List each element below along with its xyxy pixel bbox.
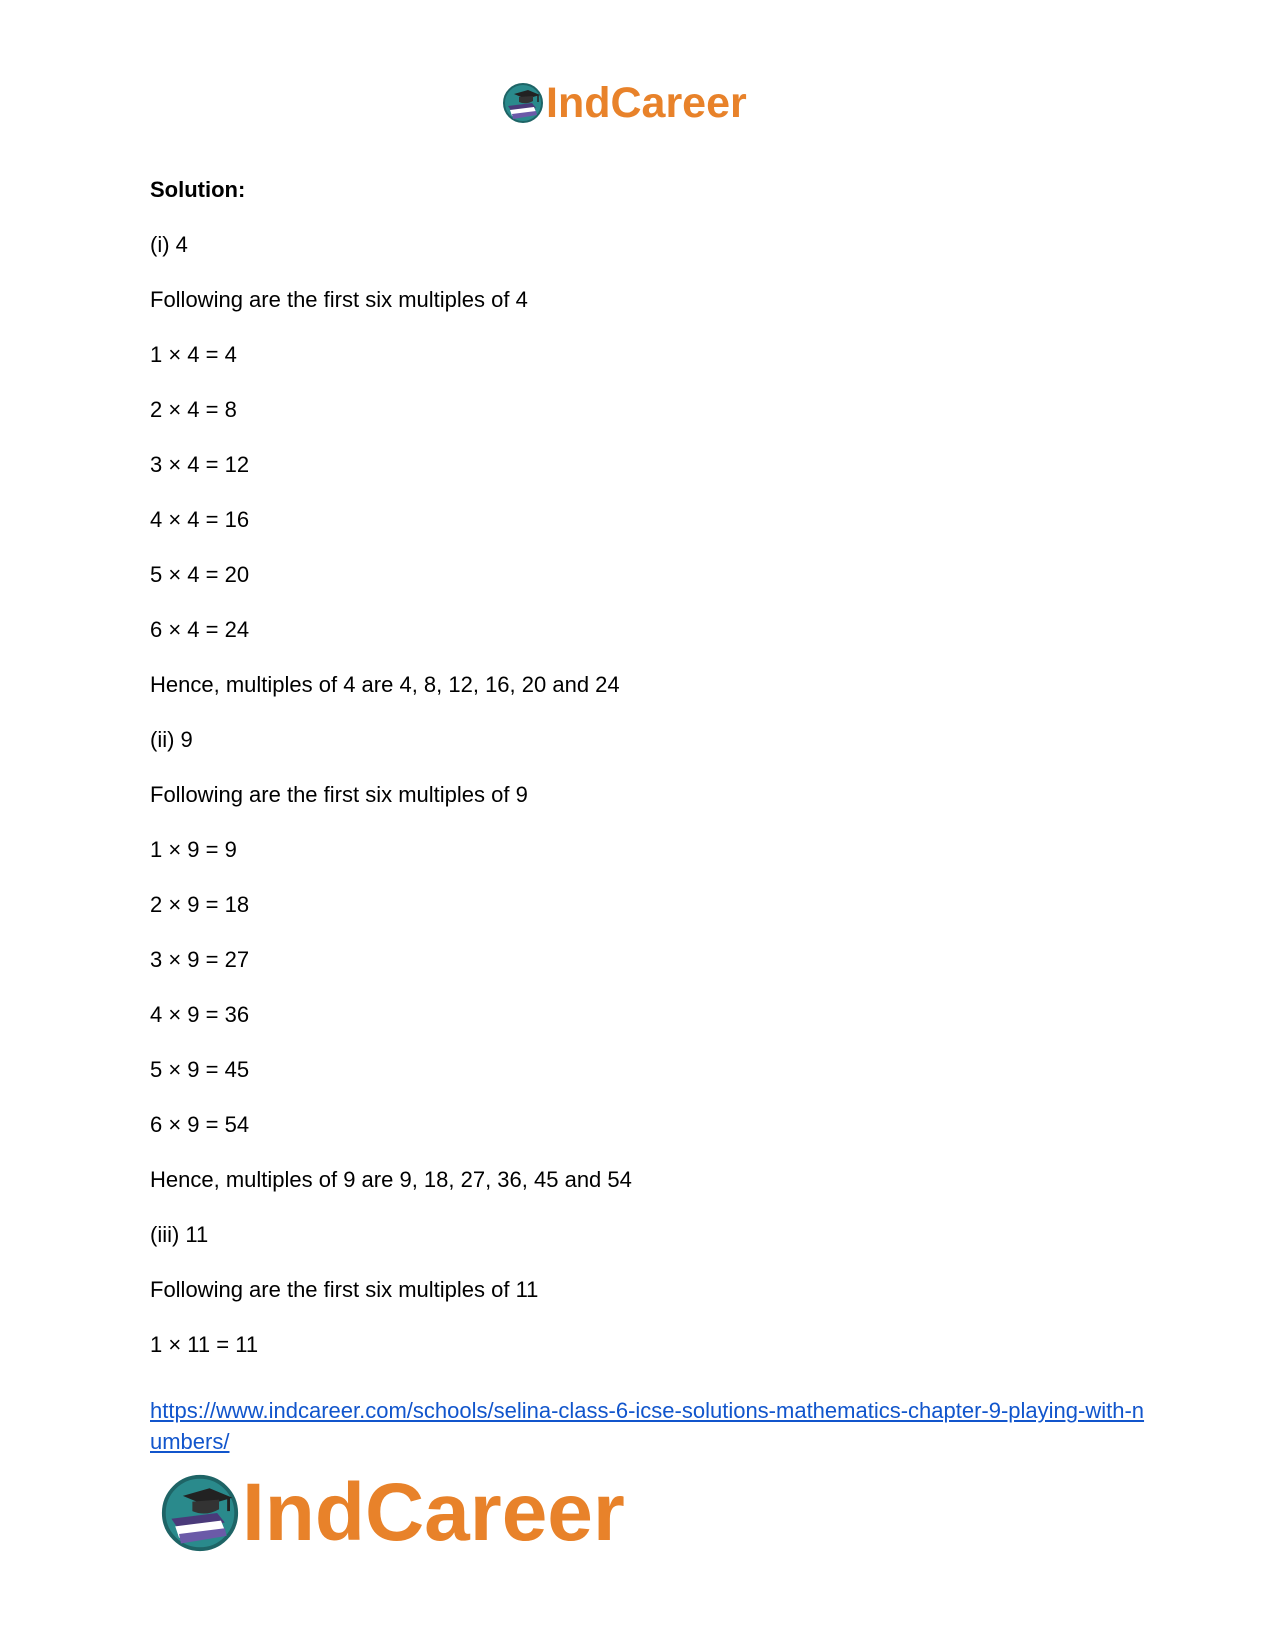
equation: 4 × 4 = 16 xyxy=(150,507,250,532)
equation: 5 × 4 = 20 xyxy=(150,562,250,587)
equation: 6 × 9 = 54 xyxy=(150,1112,250,1137)
part-label: (iii) 11 xyxy=(150,1222,209,1247)
part-label: (i) 4 xyxy=(150,232,188,257)
conclusion-text: Hence, multiples of 9 are 9, 18, 27, 36, 45 and 54 xyxy=(150,1167,632,1192)
intro-text: Following are the first six multiples of 11 xyxy=(150,1277,539,1302)
indcareer-logo-header xyxy=(502,80,747,126)
part-label: (ii) 9 xyxy=(150,727,193,752)
equation: 2 × 4 = 8 xyxy=(150,397,237,422)
equation: 2 × 9 = 18 xyxy=(150,892,250,917)
graduation-books-icon xyxy=(160,1473,240,1553)
conclusion-text: Hence, multiples of 4 are 4, 8, 12, 16, 20 and 24 xyxy=(150,672,620,697)
indcareer-logo-footer xyxy=(160,1467,625,1558)
equation: 1 × 11 = 11 xyxy=(150,1332,259,1357)
equation: 4 × 9 = 36 xyxy=(150,1002,250,1027)
source-link[interactable]: https://www.indcareer.com/schools/selina-class-6-icse-solutions-mathematics-chapter-9-playing-with-numbers/ xyxy=(150,1398,1145,1454)
equation: 1 × 9 = 9 xyxy=(150,837,237,862)
graduation-books-icon xyxy=(502,82,544,124)
solution-content xyxy=(150,176,1150,1386)
brand-name: IndCareer xyxy=(546,78,747,127)
solution-heading: Solution: xyxy=(150,177,246,202)
equation: 3 × 9 = 27 xyxy=(150,947,250,972)
brand-name: IndCareer xyxy=(242,1467,625,1558)
intro-text: Following are the first six multiples of 4 xyxy=(150,287,528,312)
equation: 1 × 4 = 4 xyxy=(150,342,237,367)
equation: 3 × 4 = 12 xyxy=(150,452,250,477)
equation: 6 × 4 = 24 xyxy=(150,617,250,642)
intro-text: Following are the first six multiples of 9 xyxy=(150,782,528,807)
equation: 5 × 9 = 45 xyxy=(150,1057,250,1082)
